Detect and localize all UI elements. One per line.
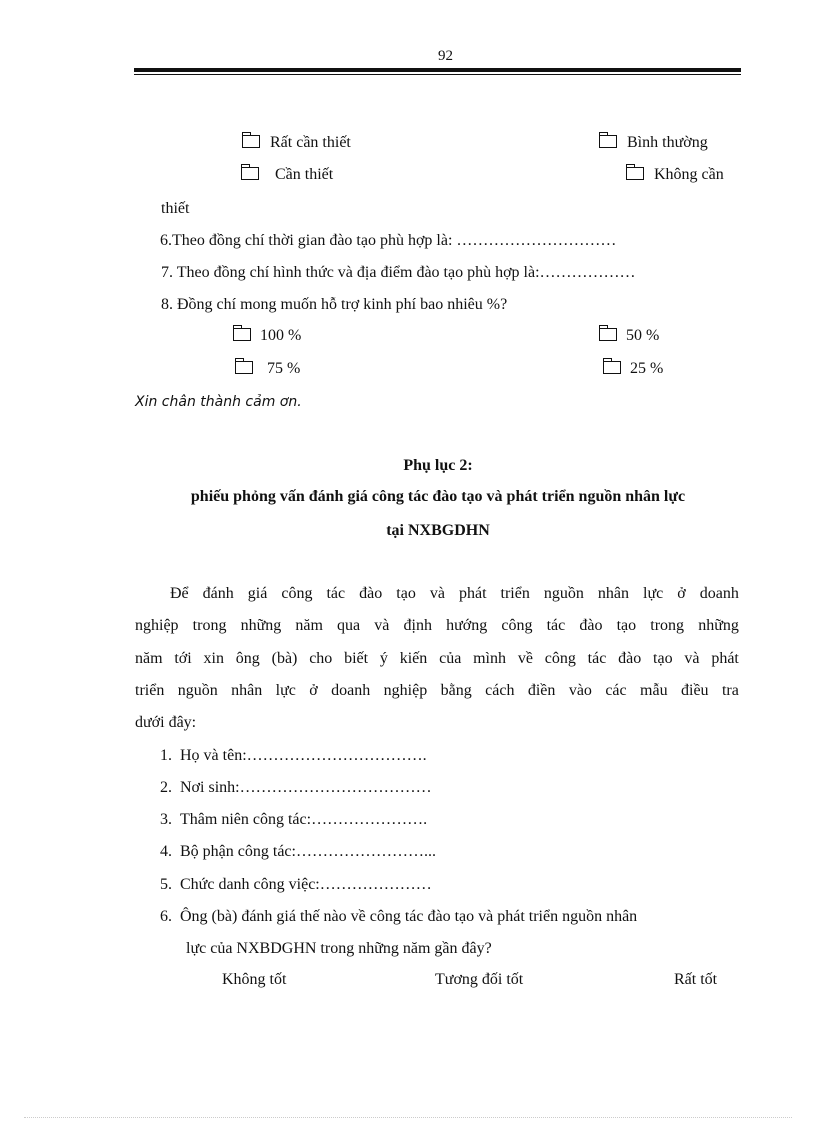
option-rat-can-thiet[interactable]: Rất cần thiết xyxy=(242,134,351,152)
survey-item-1: 1. Họ và tên:……………………………. xyxy=(160,747,427,764)
option-50-percent[interactable]: 50 % xyxy=(599,327,659,345)
page-bottom-border xyxy=(24,1117,792,1118)
intro-line-4: triển nguồn nhân lực ở doanh nghiệp bằng cách điền vào các mẫu điều tra xyxy=(135,682,739,699)
survey-item-6-continued: lực của NXBDGHN trong những năm gần đây? xyxy=(186,940,492,957)
checkbox-icon[interactable] xyxy=(603,361,621,374)
option-75-percent[interactable]: 75 % xyxy=(235,360,300,378)
question-6: 6.Theo đồng chí thời gian đào tạo phù hợp là: ………………………… xyxy=(160,232,617,249)
header-rule-thin xyxy=(134,74,741,75)
question-7: 7. Theo đồng chí hình thức và địa điểm đào tạo phù hợp là:……………… xyxy=(161,264,636,281)
rating-tuong-doi-tot: Tương đối tốt xyxy=(435,971,524,988)
thanks-note: Xin chân thành cảm ơn. xyxy=(135,394,302,410)
rating-rat-tot: Rất tốt xyxy=(674,971,718,988)
checkbox-icon[interactable] xyxy=(599,135,617,148)
intro-line-1: Để đánh giá công tác đào tạo và phát triển nguồn nhân lực ở doanh xyxy=(170,585,739,602)
checkbox-icon[interactable] xyxy=(235,361,253,374)
option-khong-can-continued: thiết xyxy=(161,200,190,217)
option-100-percent[interactable]: 100 % xyxy=(233,327,301,345)
intro-line-3: năm tới xin ông (bà) cho biết ý kiến của mình về công tác đào tạo và phát xyxy=(135,650,739,667)
checkbox-icon[interactable] xyxy=(241,167,259,180)
rating-khong-tot: Không tốt xyxy=(222,971,287,988)
checkbox-icon[interactable] xyxy=(242,135,260,148)
page-number: 92 xyxy=(438,48,453,64)
survey-item-4: 4. Bộ phận công tác:……………………... xyxy=(160,843,436,860)
checkbox-icon[interactable] xyxy=(233,328,251,341)
appendix-title-line-1: phiếu phỏng vấn đánh giá công tác đào tạo và phát triển nguồn nhân lực xyxy=(190,488,686,505)
appendix-heading: Phụ lục 2: xyxy=(403,457,473,474)
checkbox-icon[interactable] xyxy=(599,328,617,341)
option-binh-thuong[interactable]: Bình thường xyxy=(599,134,708,152)
intro-line-5: dưới đây: xyxy=(135,714,197,731)
survey-item-2: 2. Nơi sinh:……………………………… xyxy=(160,779,432,796)
survey-item-3: 3. Thâm niên công tác:…………………. xyxy=(160,811,428,828)
option-khong-can[interactable]: Không cần xyxy=(626,166,724,184)
question-8: 8. Đồng chí mong muốn hỗ trợ kinh phí bao nhiêu %? xyxy=(161,296,508,313)
survey-item-6: 6. Ông (bà) đánh giá thế nào về công tác đào tạo và phát triển nguồn nhân xyxy=(160,908,638,925)
header-rule-thick xyxy=(134,68,741,72)
survey-item-5: 5. Chức danh công việc:………………… xyxy=(160,876,432,893)
option-can-thiet[interactable]: Cần thiết xyxy=(241,166,333,184)
option-25-percent[interactable]: 25 % xyxy=(603,360,663,378)
intro-line-2: nghiệp trong những năm qua và định hướng công tác đào tạo trong những xyxy=(135,617,739,634)
appendix-title-line-2: tại NXBGDHN xyxy=(386,522,490,539)
checkbox-icon[interactable] xyxy=(626,167,644,180)
